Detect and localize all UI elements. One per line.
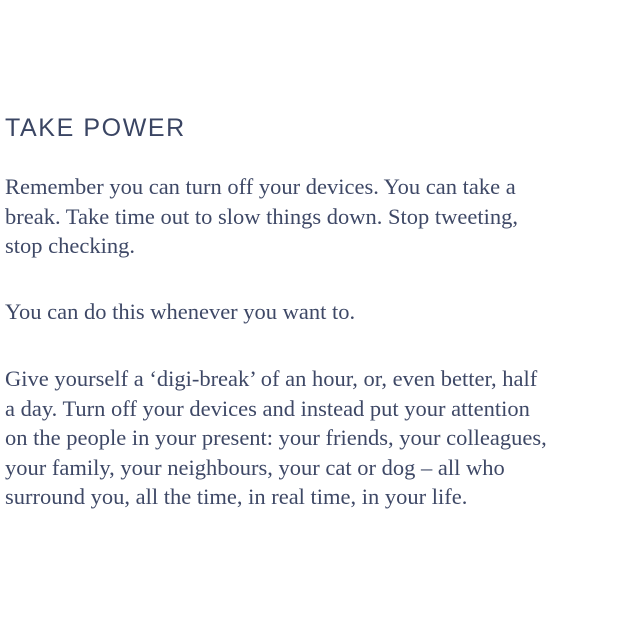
text-line: You can do this whenever you want to.: [5, 299, 356, 324]
page-heading: TAKE POWER: [5, 114, 186, 142]
text-line: a day. Turn off your devices and instead put your attention: [5, 395, 530, 421]
text-line: Remember you can turn off your devices. You can take a: [5, 174, 516, 199]
text-line: stop checking.: [5, 233, 135, 258]
text-line: your family, your neighbours, your cat or dog – all who: [5, 454, 505, 480]
text-line: Give yourself a ‘digi-break’ of an hour, or, even better, half: [5, 366, 538, 391]
text-line: break. Take time out to slow things down. Stop tweeting,: [5, 203, 518, 229]
paragraph-whenever: [5, 297, 640, 327]
paragraph-turn-off-devices: [5, 172, 640, 261]
paragraph-digi-break: [5, 364, 640, 512]
text-line: on the people in your present: your friends, your colleagues,: [5, 425, 547, 450]
text-line: surround you, all the time, in real time, in your life.: [5, 484, 468, 509]
